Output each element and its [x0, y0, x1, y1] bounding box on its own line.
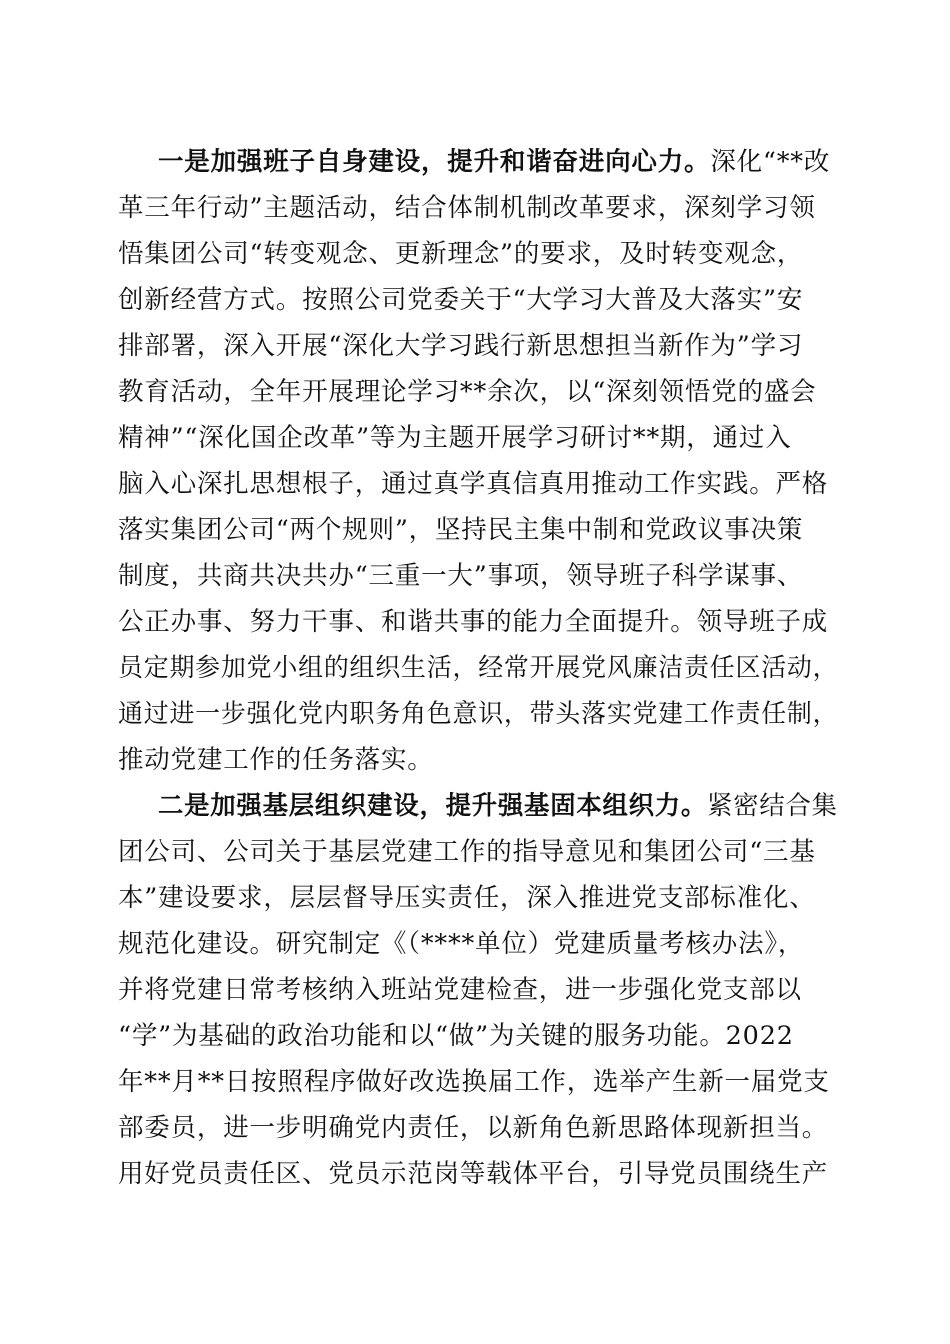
paragraph-1-line: 推动党建工作的任务落实。	[118, 745, 434, 775]
paragraph-1-line: 通过进一步强化党内职务角色意识，带头落实党建工作责任制，	[118, 699, 839, 729]
paragraph-2-line-1	[158, 790, 838, 823]
paragraph-2-line: 本”建设要求，层层督导压实责任，深入推进党支部标准化、	[118, 883, 816, 913]
paragraph-2-first-rest: 紧密结合集	[707, 791, 838, 821]
paragraph-1-first-rest: 深化“**改	[710, 147, 831, 177]
paragraph-2-line: “学”为基础的政治功能和以“做”为关键的服务功能。2022	[118, 1021, 794, 1051]
paragraph-1-line: 落实集团公司“两个规则”，坚持民主集中制和党政议事决策	[118, 515, 804, 545]
paragraph-1-line: 悟集团公司“转变观念、更新理念”的要求，及时转变观念，	[118, 239, 804, 269]
paragraph-1-line: 脑入心深扎思想根子，通过真学真信真用推动工作实践。严格	[118, 469, 829, 499]
paragraph-1-line: 公正办事、努力干事、和谐共事的能力全面提升。领导班子成	[118, 607, 829, 637]
paragraph-1-line: 教育活动，全年开展理论学习**余次，以“深刻领悟党的盛会	[118, 377, 817, 407]
paragraph-1-line: 员定期参加党小组的组织生活，经常开展党风廉洁责任区活动，	[118, 653, 839, 683]
paragraph-1-line: 创新经营方式。按照公司党委关于“大学习大普及大落实”安	[118, 285, 804, 315]
paragraph-1-line: 制度，共商共决共办“三重一大”事项，领导班子科学谋事、	[118, 561, 804, 591]
paragraph-1-line-1	[158, 146, 838, 179]
paragraph-1-line: 排部署，深入开展“深化大学习践行新思想担当新作为”学习	[118, 331, 804, 361]
paragraph-1-lead: 一是加强班子自身建设，提升和谐奋进向心力。	[158, 147, 711, 177]
paragraph-2-line: 部委员，进一步明确党内责任，以新角色新思路体现新担当。	[118, 1113, 829, 1143]
paragraph-2-line: 并将党建日常考核纳入班站党建检查，进一步强化党支部以	[118, 975, 802, 1005]
paragraph-1-line: 精神”“深化国企改革”等为主题开展学习研讨**期，通过入	[118, 423, 792, 453]
paragraph-2-line: 规范化建设。研究制定《（****单位）党建质量考核办法》，	[118, 929, 805, 959]
paragraph-2-line: 团公司、公司关于基层党建工作的指导意见和集团公司“三基	[118, 837, 816, 867]
paragraph-2-line: 用好党员责任区、党员示范岗等载体平台，引导党员围绕生产	[118, 1159, 829, 1189]
paragraph-2-lead: 二是加强基层组织建设，提升强基固本组织力。	[158, 791, 708, 821]
paragraph-2-line: 年**月**日按照程序做好改选换届工作，选举产生新一届党支	[118, 1067, 830, 1097]
paragraph-1-line: 革三年行动”主题活动，结合体制机制改革要求，深刻学习领	[118, 193, 816, 223]
